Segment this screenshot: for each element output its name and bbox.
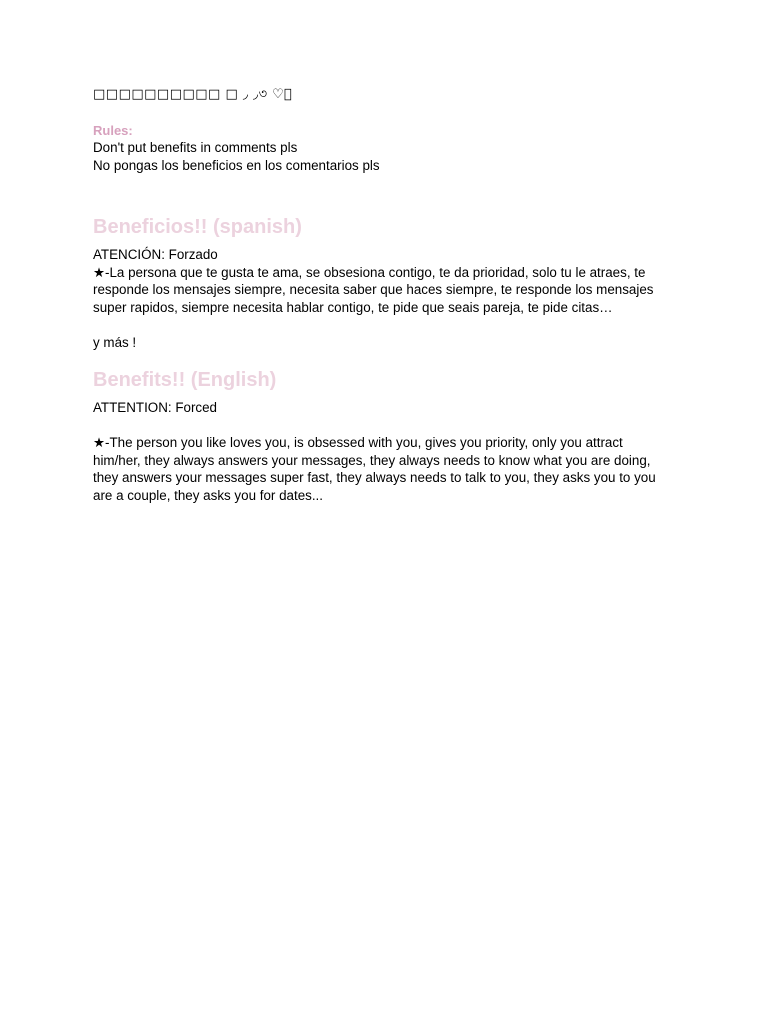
document-title: □□□□□□□□□□ □ ◞ ◞৩ ♡⃞ bbox=[93, 87, 293, 102]
spanish-closing: y más ! bbox=[93, 335, 137, 350]
spanish-benefits-text: ★-La persona que te gusta te ama, se obsesiona contigo, te da prioridad, solo tu le atraes, te responde los mensajes siempre, necesita saber que haces siempre, te responde los mensajes super rapidos, siempre necesita hablar contigo, te pide que seais pareja, te pide citas… bbox=[93, 264, 654, 315]
english-benefits-heading: Benefits!! (English) bbox=[93, 368, 277, 391]
rule-spanish: No pongas los beneficios en los comentarios pls bbox=[93, 157, 380, 173]
document-page bbox=[93, 86, 673, 504]
spanish-attention: ATENCIÓN: Forzado bbox=[93, 247, 218, 262]
rule-english: Don't put benefits in comments pls bbox=[93, 140, 298, 155]
english-benefits-text: ★-The person you like loves you, is obsessed with you, gives you priority, only you attract him/her, they always answers your messages, they always needs to know what you are doing, they answers your messages super fast, they always needs to talk to you, they asks you to you are a couple, they asks you for dates... bbox=[93, 435, 656, 503]
rules-heading: Rules: bbox=[93, 123, 133, 138]
english-attention: ATTENTION: Forced bbox=[93, 399, 217, 415]
spanish-benefits-heading: Beneficios!! (spanish) bbox=[93, 216, 302, 238]
